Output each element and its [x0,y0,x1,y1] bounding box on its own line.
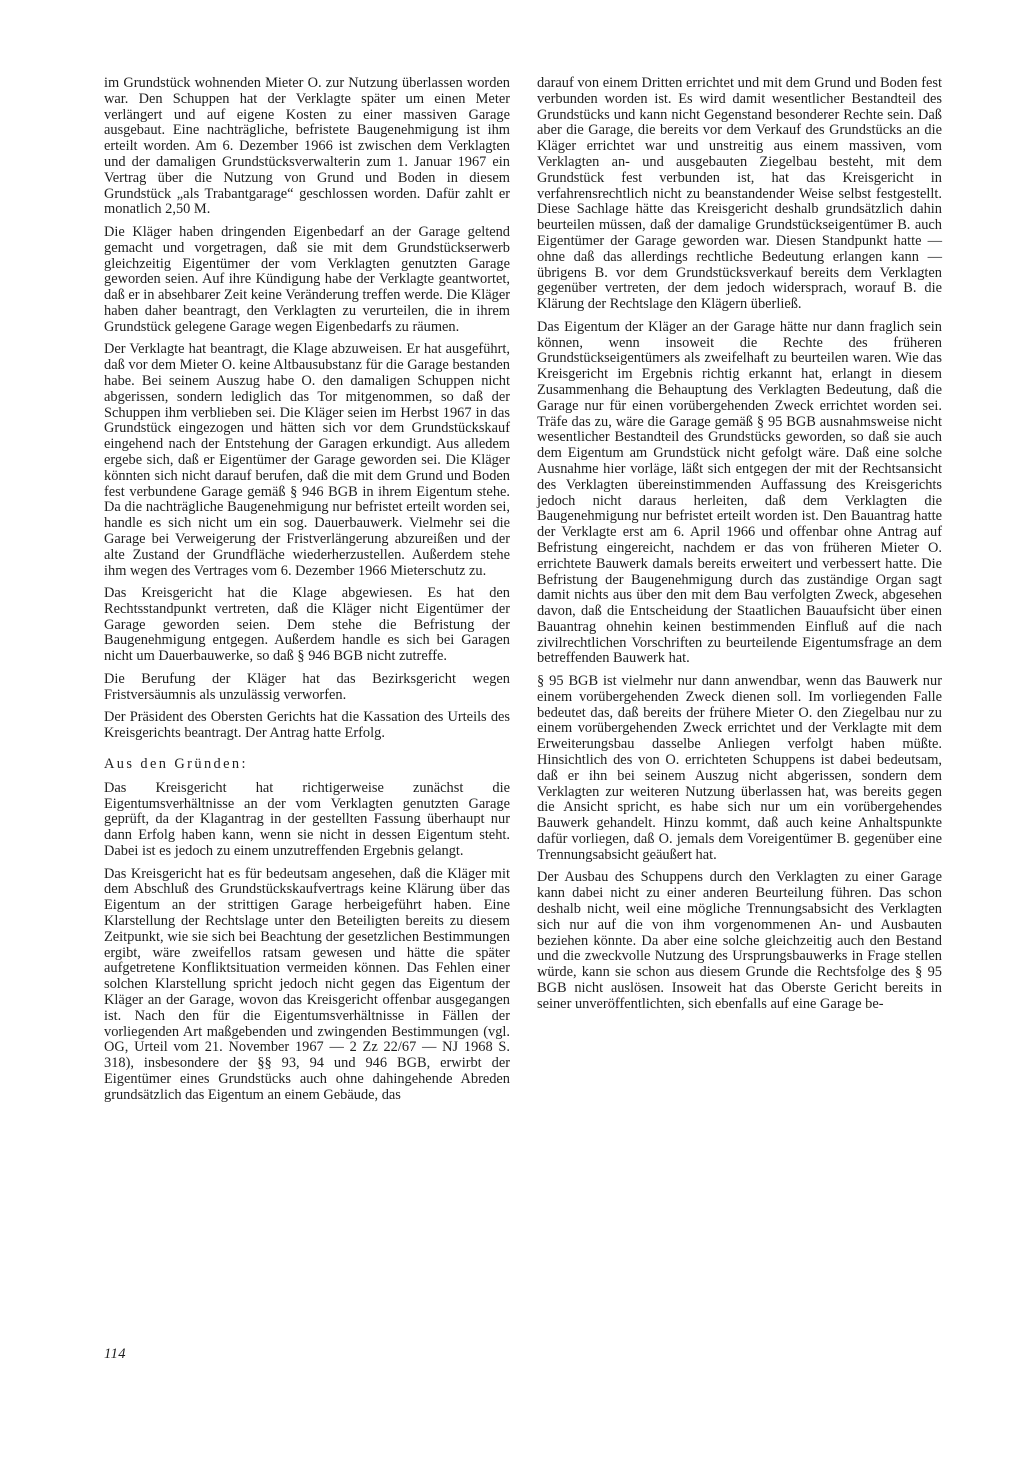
left-column [104,76,510,1110]
paragraph: Der Ausbau des Schuppens durch den Verklagten zu einer Garage kann dabei nicht zu einer anderen Beurteilung führen. Das schon deshalb nicht, weil eine mögliche Trennungsabsicht des Verklagten sich nur auf die von ihm vorgenommenen An- und Ausbauten beziehen könnte. Da aber eine solche gleichzeitig auch den Bestand und die zweckvolle Nutzung des Ursprungsbauwerks in Frage stellen würde, kann sie schon aus diesem Grunde die Rechtsfolge des § 95 BGB nicht auslösen. Insoweit hat das Oberste Gericht bereits in seiner unveröffentlichten, sich ebenfalls auf eine Garage be- [537,869,942,1012]
paragraph: im Grundstück wohnenden Mieter O. zur Nutzung überlassen worden war. Den Schuppen hat der Verklagte später um einen Meter verlängert und auf eigene Kosten zu einer massiven Garage ausgebaut. Eine nachträgliche, befristete Baugenehmigung ist ihm erteilt worden. Am 6. Dezember 1966 ist zwischen dem Verklagten und der damaligen Grundstücksverwalterin zum 1. Januar 1967 ein Vertrag über die Nutzung von Grund und Boden in diesem Grundstück „als Trabantgarage“ geschlossen worden. Dafür zahlt er monatlich 2,50 M. [104,75,510,218]
right-column [537,76,942,1019]
paragraph: Das Kreisgericht hat die Klage abgewiesen. Es hat den Rechtsstandpunkt vertreten, daß die Kläger nicht Eigentümer der Garage geworden seien. Dem stehe die Befristung der Baugenehmigung entgegen. Außerdem handle es sich bei Garagen nicht um Dauerbauwerke, so daß § 946 BGB nicht zutreffe. [104,585,510,665]
paragraph: Der Präsident des Obersten Gerichts hat die Kassation des Urteils des Kreisgerichts beantragt. Der Antrag hatte Erfolg. [104,709,510,742]
paragraph: Das Kreisgericht hat richtigerweise zunächst die Eigentumsverhältnisse an der vom Verklagten genutzten Garage geprüft, da der Klagantrag in der gestellten Fassung überhaupt nur dann Erfolg haben kann, wenn sie nicht in dessen Eigentum steht. Dabei ist es jedoch zu einem unzutreffenden Ergebnis gelangt. [104,779,510,860]
page-number: 114 [104,1346,126,1362]
paragraph: Die Berufung der Kläger hat das Bezirksgericht wegen Fristversäumnis als unzulässig verworfen. [104,670,510,703]
paragraph: Der Verklagte hat beantragt, die Klage abzuweisen. Er hat ausgeführt, daß vor dem Mieter O. keine Altbausubstanz für die Garage bestanden habe. Bei seinem Auszug habe O. den damaligen Schuppen nicht abgerissen, sondern lediglich das Tor mitgenommen, so daß der Schuppen ihm verblieben sei. Die Kläger seien im Herbst 1967 in das Grundstück eingezogen und hätten sich vor dem Grundstückskauf eingehend nach der Entstehung der Garagen erkundigt. Aus alledem ergebe sich, daß er Eigentümer der Garage geworden sei. Die Kläger könnten sich nicht darauf berufen, daß die mit dem Grund und Boden fest verbundene Garage gemäß § 946 BGB in ihrem Eigentum stehe. Da die nachträgliche Baugenehmigung nur befristet erteilt worden sei, handle es sich nicht um ein sog. Dauerbauwerk. Vielmehr sei die Garage bei Verweigerung der Fristverlängerung abzureißen und der alte Zustand der Grundfläche wiederherzustellen. Außerdem stehe ihm wegen des Vertrages vom 6. Dezember 1966 Mieterschutz zu. [104,341,510,579]
paragraph: Die Kläger haben dringenden Eigenbedarf an der Garage geltend gemacht und vorgetragen, daß sie mit dem Grundstückserwerb gleichzeitig Eigentümer der vom Verklagten genutzten Garage geworden seien. Auf ihre Kündigung habe der Verklagte geantwortet, daß er in absehbarer Zeit keine Veränderung treffen werde. Die Kläger haben daher beantragt, den Verklagten zu verurteilen, die in ihrem Grundstück gelegene Garage wegen Eigenbedarfs zu räumen. [104,223,510,335]
section-heading: Aus den Gründen: [104,755,248,772]
paragraph: darauf von einem Dritten errichtet und mit dem Grund und Boden fest verbunden worden ist. Es wird damit wesentlicher Bestandteil des Grundstücks und kann nicht Gegenstand besonderer Rechte sein. Daß aber die Garage, die bereits vor dem Verkauf des Grundstücks an die Kläger errichtet war und unstreitig aus einem massiven, vom Verklagten an- und ausgebauten Ziegelbau besteht, mit dem Grundstück fest verbunden ist, hat das Kreisgericht in verfahrensrechtlich nicht zu beanstandender Weise selbst festgestellt. Diese Sachlage hätte das Kreisgericht deshalb grundsätzlich dahin beurteilen müssen, daß der damalige Grundstückseigentümer B. auch Eigentümer der Garage geworden war. Diesen Standpunkt hatte — ohne daß das allerdings rechtliche Bedeutung erlangen kann — übrigens B. vor dem Grundstücksverkauf bereits dem Verklagten gegenüber vertreten, der dem jedoch widersprach, worauf B. die Klärung der Rechtslage den Klägern überließ. [537,75,942,313]
paragraph: Das Kreisgericht hat es für bedeutsam angesehen, daß die Kläger mit dem Abschluß des Grundstückskaufvertrags keine Klärung über das Eigentum an der strittigen Garage herbeigeführt haben. Eine Klarstellung der Rechtslage unter den Beteiligten bereits zu diesem Zeitpunkt, wie sie sich bei Beachtung der gesetzlichen Bestimmungen ergibt, wäre zweifellos ratsam gewesen und hätte die später aufgetretene Konfliktsituation vermeiden können. Das Fehlen einer solchen Klarstellung spricht jedoch nicht gegen das Eigentum der Kläger an der Garage, wovon das Kreisgericht offenbar ausgegangen ist. Nach den für die Eigentumsverhältnisse in Fällen der vorliegenden Art maßgebenden und zwingenden Bestimmungen (vgl. OG, Urteil vom 21. November 1967 — 2 Zz 22/67 — NJ 1968 S. 318), insbesondere der §§ 93, 94 und 946 BGB, erwirbt der Eigentümer eines Grundstücks auch ohne dahingehende Abreden grundsätzlich das Eigentum an einem Gebäude, das [104,865,510,1103]
paragraph: § 95 BGB ist vielmehr nur dann anwendbar, wenn das Bauwerk nur einem vorübergehenden Zweck dienen soll. Im vorliegenden Falle bedeutet das, daß bereits der frühere Mieter O. den Ziegelbau nur zu einem vorübergehenden Zweck errichtet und der Verklagte mit dem Erweiterungsbau dasselbe Anliegen verfolgt haben müßte. Hinsichtlich des von O. errichteten Schuppens ist dabei bedeutsam, daß er ihn bei seinem Auszug nicht abgerissen, sondern dem Verklagten zur weiteren Nutzung überlassen hat, was bereits gegen die Ansicht spricht, es habe sich nur um ein vorübergehendes Bauwerk gehandelt. Hinzu kommt, daß auch keine Anhaltspunkte dafür vorliegen, daß O. jemals dem Voreigentümer B. gegenüber eine Trennungsabsicht geäußert hat. [537,673,942,863]
paragraph: Das Eigentum der Kläger an der Garage hätte nur dann fraglich sein können, wenn insoweit die Rechte des früheren Grundstückseigentümers als zweifelhaft zu beurteilen waren. Wie das Kreisgericht im Ergebnis richtig erkannt hat, erlangt in diesem Zusammenhang die Behauptung des Verklagten Bedeutung, daß die Garage nur für einen vorübergehenden Zweck errichtet worden sei. Träfe das zu, wäre die Garage gemäß § 95 BGB ausnahmsweise nicht wesentlicher Bestandteil des Grundstücks geworden, so daß sie auch dem Eigentum am Grundstück nicht gefolgt wäre. Daß eine solche Ausnahme hier vorläge, läßt sich entgegen der mit der Rechtsansicht des Verklagten übereinstimmenden Auffassung des Kreisgerichts jedoch nicht daraus herleiten, daß dem Verklagten die Baugenehmigung nur befristet erteilt worden ist. Den Bauantrag hatte der Verklagte erst am 6. April 1966 und offenbar ohne Antrag auf Befristung eingereicht, nachdem er das von früheren Mieter O. errichtete Bauwerk damals bereits erweitert und verbessert hatte. Die Befristung der Baugenehmigung durch das zuständige Organ sagt damit nichts aus über den mit dem Bau verfolgten Zweck, abgesehen davon, daß die Entscheidung der Staatlichen Bauaufsicht über einen Bauantrag ohnehin keinen bestimmenden Einfluß auf die nach zivilrechtlichen Vorschriften zu beurteilende Eigentumsfrage an dem betreffenden Bauwerk hat. [537,318,942,667]
